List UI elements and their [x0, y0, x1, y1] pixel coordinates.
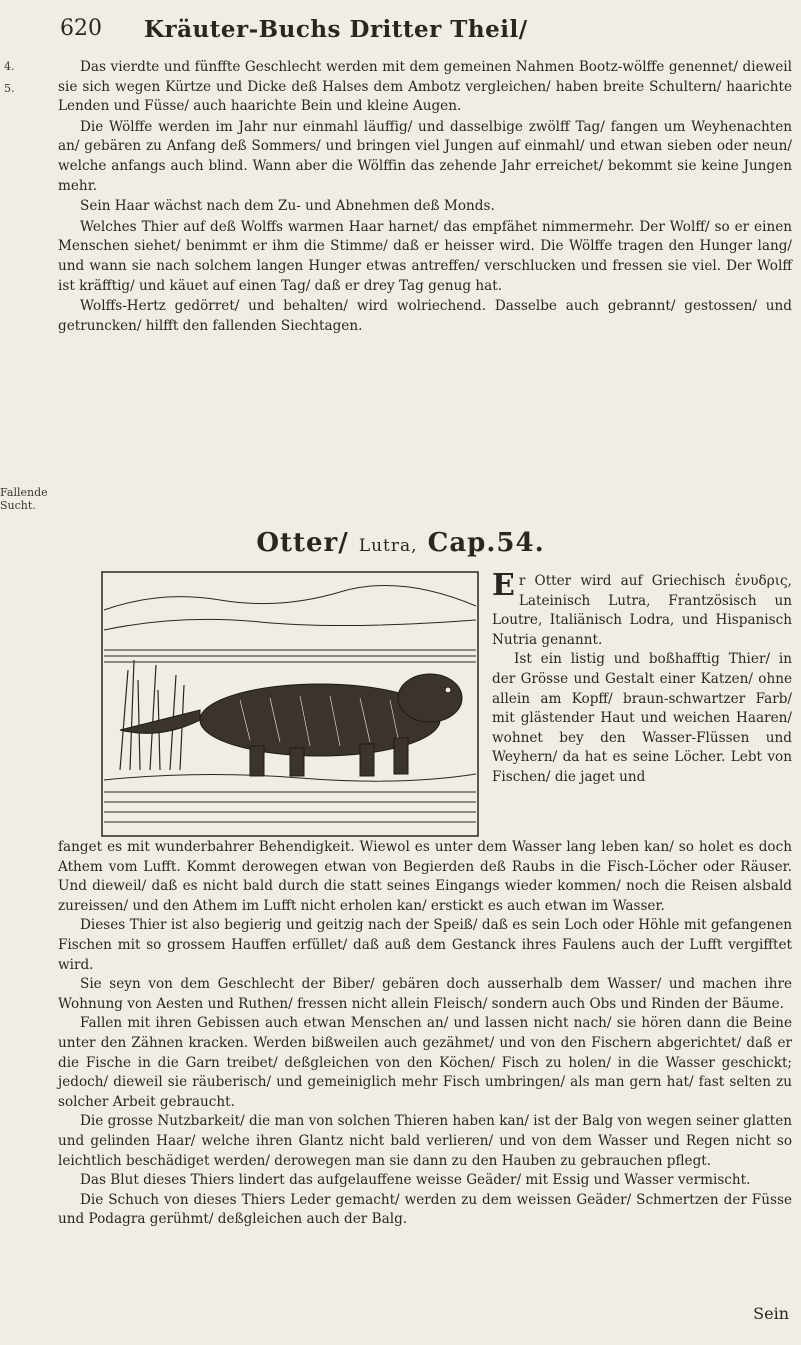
otter-shape: [120, 674, 462, 776]
chapter-intro: [492, 568, 792, 788]
paragraph: Die Wölffe werden im Jahr nur einmahl läuffig/ und dasselbige zwölff Tag/ fangen um Weyhenachten an/ gebären zu Anfang deß Sommers/ und bringen viel Jungen auf einmahl/ und etwan sieben oder neun/ welche anfangs auch blind. Wann aber die Wölffin das zehende Jahr erreichet/ bekommt sie keine Jungen mehr.: [58, 118, 792, 194]
intro-text-continued: Ist ein listig und boßhafftig Thier/ in der Grösse und Gestalt einer Katzen/ ohne allein am Kopff/ braun-schwartzer Farb/ mit glästender Haut und weichen Haaren/ wohnet bey den Wasser-Flüssen und Weyhern/ da hat es seine Löcher. Lebt von Fischen/ die jaget und: [492, 651, 792, 785]
paragraph: Wolffs-Hertz gedörret/ und behalten/ wird wolriechend. Dasselbe auch gebrannt/ gestossen/ und getruncken/ hilfft den fallenden Siechtagen.: [58, 298, 792, 334]
paragraph: Das vierdte und fünffte Geschlecht werden mit dem gemeinen Nahmen Bootz-wölffe genennet/ dieweil sie sich wegen Kürtze und Dicke deß Halses dem Ambotz vergleichen/ haben breite Schultern/ haarichte Lenden und Füsse/ auch haarichte Bein und kleine Augen.: [58, 59, 792, 115]
intro-text: r Otter wird auf Griechisch ἐνυδρις, Lateinisch Lutra, Frantzösisch un Loutre, Italiänisch Lodra, und Hispanisch Nutria genannt.: [492, 573, 792, 648]
section-chapter: Cap.54.: [427, 528, 545, 558]
section-heading: [0, 528, 801, 558]
page-number: 620: [60, 16, 102, 41]
text-block-top: [58, 58, 792, 337]
paragraph: Dieses Thier ist also begierig und geitzig nach der Speiß/ daß es sein Loch oder Höhle mit gefangenen Fischen mit so grossem Hauffen erfüllet/ daß auß dem Gestanck ihres Faulens auch der Lufft vergifftet wird.: [58, 917, 792, 973]
paragraph: Die Schuch von dieses Thiers Leder gemacht/ werden zu dem weissen Geäder/ Schmertzen der Füsse und Podagra gerühmt/ deßgleichen auch der Balg.: [58, 1191, 792, 1228]
text-block-bottom: [58, 838, 792, 1230]
paragraph: Welches Thier auf deß Wolffs warmen Haar harnet/ das empfähet nimmermehr. Der Wolff/ so er einen Menschen siehet/ benimmt er ihm die Stimme/ daß er heisser wird. Die Wölffe tragen den Hunger lang/ und wann sie nach solchem langen Hunger etwas antreffen/ verschlucken und fressen sie viel. Der Wolff ist kräfftig/ und käuet auf einen Tag/ daß er drey Tag genug hat.: [58, 218, 792, 294]
catchword: Sein: [753, 1304, 789, 1323]
section-title-german: Otter/: [256, 528, 349, 558]
otter-illustration: [100, 570, 480, 838]
margin-number-5: 5.: [4, 82, 15, 95]
paragraph: Sie seyn von dem Geschlecht der Biber/ gebären doch ausserhalb dem Wasser/ und machen ihre Wohnung von Aesten und Ruthen/ fressen nicht allein Fleisch/ sondern auch Obs und Rinden der Bäume.: [58, 976, 792, 1012]
margin-note: Fallende Sucht.: [0, 486, 48, 512]
page-header: [52, 12, 794, 46]
running-title: Kräuter-Buchs Dritter Theil/: [144, 16, 528, 43]
paragraph: Fallen mit ihren Gebissen auch etwan Menschen an/ und lassen nicht nach/ sie hören dann die Beine unter den Zähnen kracken. Werden bißweilen auch gezähmet/ und von den Fischern abgerichtet/ daß er die Fische in die Garn treibet/ deßgleichen von den Köchen/ Fisch zu holen/ in die Wasser geschickt; jedoch/ dieweil sie räuberisch/ und gemeiniglich mehr Fisch umbringen/ als man gern hat/ fast selten zu solcher Arbeit gebraucht.: [58, 1015, 792, 1110]
paragraph: Die grosse Nutzbarkeit/ die man von solchen Thieren haben kan/ ist der Balg von wegen seiner glatten und gelinden Haar/ welche ihren Glantz nicht bald verlieren/ und von dem Wasser und Regen nicht so leichtlich beschädiget werden/ derowegen man sie dann zu den Hauben zu gebrauchen pflegt.: [58, 1113, 792, 1169]
margin-number-4: 4.: [4, 60, 15, 73]
paragraph: fanget es mit wunderbahrer Behendigkeit. Wiewol es unter dem Wasser lang leben kan/ so holet es doch Athem vom Lufft. Kommt derowegen etwan von Begierden deß Raubs in die Fisch-Löcher oder Räuser. Und dieweil/ daß es nicht bald durch die statt seines Eingangs wieder kommen/ noch die Reisen alsbald zureissen/ und den Athem im Lufft nicht erholen kan/ erstickt es auch etwan im Wasser.: [58, 839, 792, 914]
section-title-latin: Lutra,: [358, 536, 418, 556]
drop-cap: E: [492, 568, 515, 603]
paragraph: Sein Haar wächst nach dem Zu- und Abnehmen deß Monds.: [80, 198, 495, 215]
paragraph: Das Blut dieses Thiers lindert das aufgelauffene weisse Geäder/ mit Essig und Wasser vermischt.: [80, 1172, 751, 1189]
otter-woodcut: [100, 570, 480, 838]
